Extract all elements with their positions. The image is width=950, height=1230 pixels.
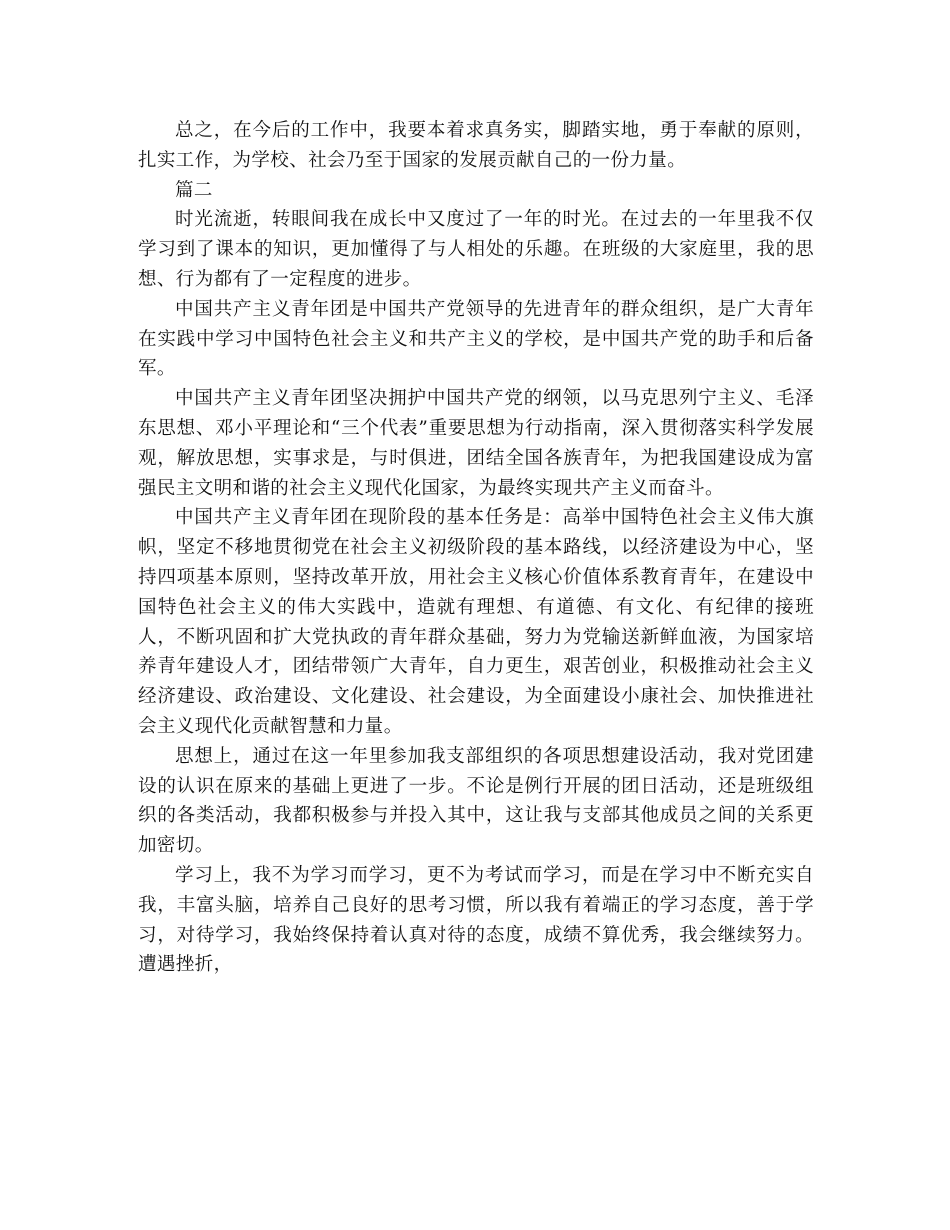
document-body	[138, 116, 814, 980]
paragraph-thought: 思想上，通过在这一年里参加我支部组织的各项思想建设活动，我对党团建设的认识在原来的基础上更进了一步。不论是例行开展的团日活动，还是班级组织的各类活动，我都积极参与并投入其中，这让我与支部其他成员之间的关系更加密切。	[138, 745, 814, 857]
paragraph-league-definition: 中国共产主义青年团是中国共产党领导的先进青年的群众组织，是广大青年在实践中学习中国特色社会主义和共产主义的学校，是中国共产党的助手和后备军。	[138, 298, 814, 380]
paragraph-study: 学习上，我不为学习而学习，更不为考试而学习，而是在学习中不断充实自我，丰富头脑，培养自己良好的思考习惯，所以我有着端正的学习态度，善于学习，对待学习，我始终保持着认真对待的态度，成绩不算优秀，我会继续努力。遭遇挫折，	[138, 864, 814, 976]
paragraph-conclusion: 总之，在今后的工作中，我要本着求真务实，脚踏实地，勇于奉献的原则，扎实工作，为学校、社会乃至于国家的发展贡献自己的一份力量。	[138, 120, 814, 171]
section-heading: 篇二	[175, 179, 213, 201]
paragraph-intro: 时光流逝，转眼间我在成长中又度过了一年的时光。在过去的一年里我不仅学习到了课本的知识，更加懂得了与人相处的乐趣。在班级的大家庭里，我的思想、行为都有了一定程度的进步。	[138, 209, 814, 290]
paragraph-league-tasks: 中国共产主义青年团在现阶段的基本任务是：高举中国特色社会主义伟大旗帜，坚定不移地贯彻党在社会主义初级阶段的基本路线，以经济建设为中心，坚持四项基本原则，坚持改革开放，用社会主义核心价值体系教育青年，在建设中国特色社会主义的伟大实践中，造就有理想、有道德、有文化、有纪律的接班人，不断巩固和扩大党执政的青年群众基础，努力为党输送新鲜血液，为国家培养青年建设人才，团结带领广大青年，自力更生，艰苦创业，积极推动社会主义经济建设、政治建设、文化建设、社会建设，为全面建设小康社会、加快推进社会主义现代化贡献智慧和力量。	[138, 507, 814, 737]
paragraph-league-program: 中国共产主义青年团坚决拥护中国共产党的纲领，以马克思列宁主义、毛泽东思想、邓小平理论和“三个代表”重要思想为行动指南，深入贯彻落实科学发展观，解放思想，实事求是，与时俱进，团结全国各族青年，为把我国建设成为富强民主文明和谐的社会主义现代化国家，为最终实现共产主义而奋斗。	[138, 388, 814, 499]
